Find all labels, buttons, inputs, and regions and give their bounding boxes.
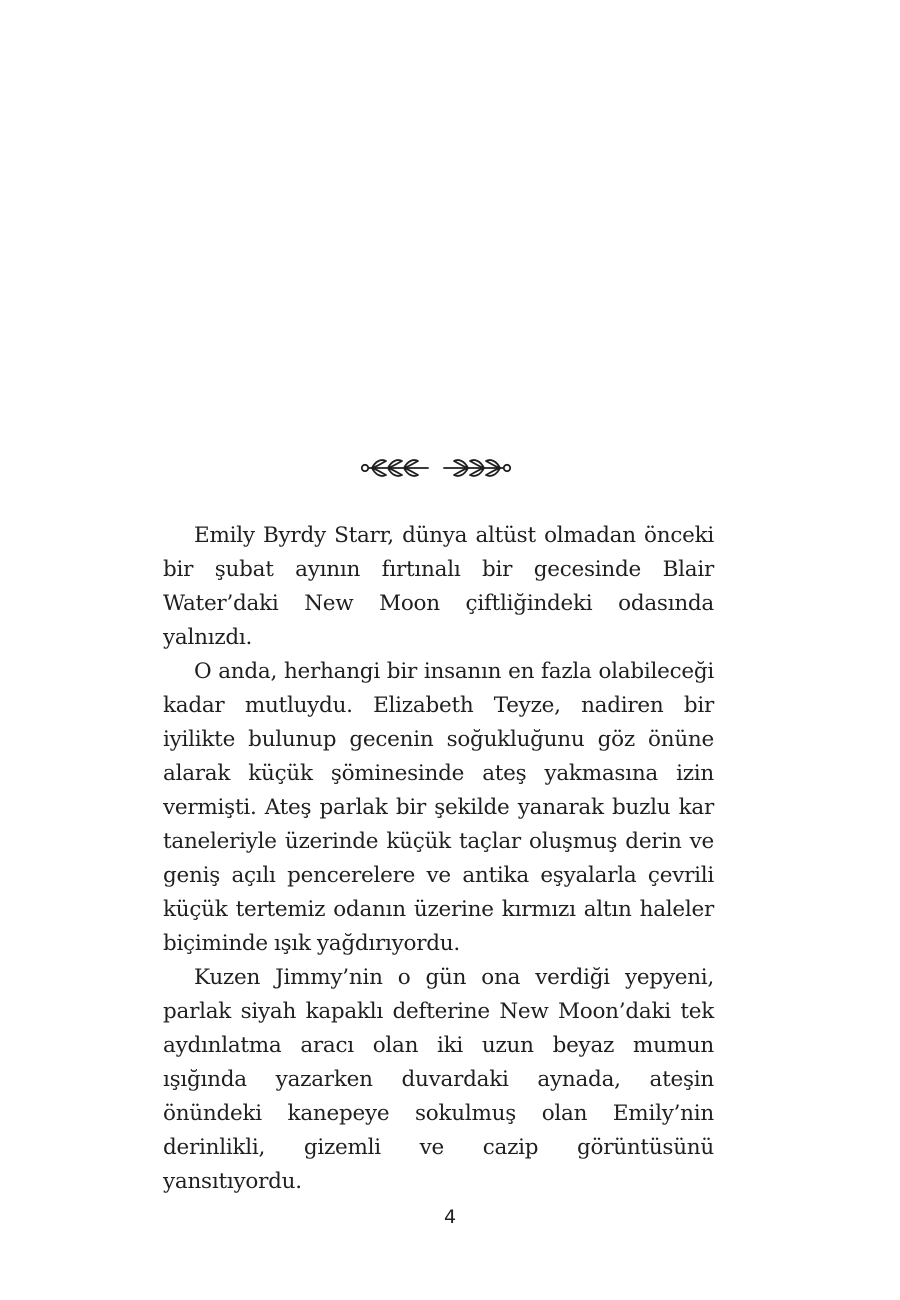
paragraph-1: Emily Byrdy Starr, dünya altüst olmadan önceki bir şubat ayının fırtınalı bir gecesinde Blair Water’daki New Moon çiftliğindeki odasında yalnızdı. (163, 523, 714, 650)
paragraph-2: O anda, herhangi bir insanın en fazla olabileceği kadar mutluydu. Elizabeth Teyze, nadiren bir iyilikte bulunup gecenin soğukluğunu göz önüne alarak küçük şöminesinde ateş yakmasına izin vermişti. Ateş parlak bir şekilde yanarak buzlu kar taneleriyle üzerinde küçük taçlar oluşmuş derin ve geniş açılı pencerelere ve antika eşyalarla çevrili küçük tertemiz odanın üzerine kırmızı altın haleler biçiminde ışık yağdırıyordu. (163, 659, 714, 956)
leaf-branch-divider-icon (358, 452, 514, 484)
paragraph-3: Kuzen Jimmy’nin o gün ona verdiği yepyeni, parlak siyah kapaklı defterine New Moon’daki tek aydınlatma aracı olan iki uzun beyaz mumun ışığında yazarken duvardaki aynada, ateşin önündeki kanepeye sokulmuş olan Emily’nin derinlikli, gizemli ve cazip görüntüsünü yansıtıyordu. (163, 965, 714, 1194)
chapter-text (163, 519, 714, 1199)
page-number: 4 (443, 1206, 457, 1228)
